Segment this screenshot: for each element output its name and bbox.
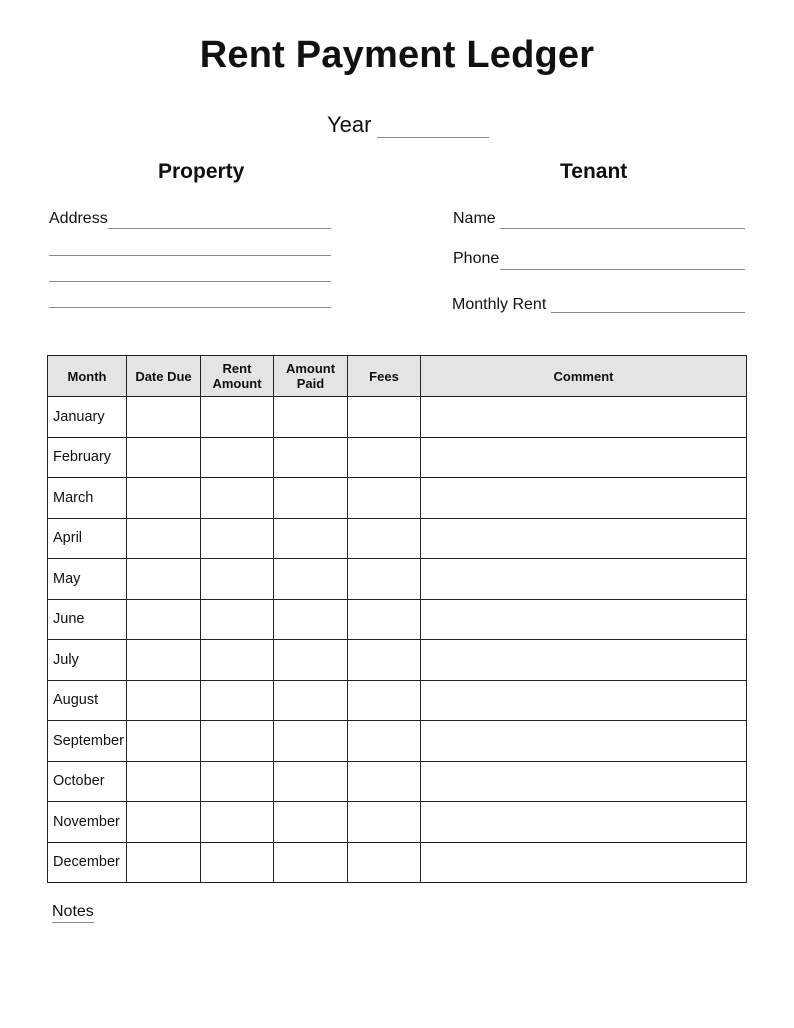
date-due-cell[interactable] (127, 397, 201, 438)
table-header-row (48, 356, 747, 397)
rent-amount-cell[interactable] (201, 842, 274, 883)
rent-amount-cell[interactable] (201, 599, 274, 640)
comment-cell[interactable] (421, 802, 747, 843)
date-due-cell[interactable] (127, 518, 201, 559)
document-title: Rent Payment Ledger (199, 34, 595, 76)
column-header-amount-paid: Amount Paid (274, 356, 348, 397)
table-row (48, 478, 747, 519)
date-due-cell[interactable] (127, 761, 201, 802)
column-header-comment: Comment (421, 356, 747, 397)
amount-paid-cell[interactable] (274, 599, 348, 640)
rent-amount-cell[interactable] (201, 397, 274, 438)
fees-cell[interactable] (348, 599, 421, 640)
rent-amount-cell[interactable] (201, 761, 274, 802)
monthly-rent-field[interactable] (551, 312, 745, 313)
date-due-cell[interactable] (127, 680, 201, 721)
month-cell: May (48, 559, 127, 600)
date-due-cell[interactable] (127, 721, 201, 762)
address-line-3[interactable] (49, 281, 331, 282)
comment-cell[interactable] (421, 842, 747, 883)
comment-cell[interactable] (421, 559, 747, 600)
month-cell: July (48, 640, 127, 681)
table-row (48, 761, 747, 802)
name-field[interactable] (500, 228, 745, 229)
month-cell: October (48, 761, 127, 802)
rent-amount-cell[interactable] (201, 518, 274, 559)
fees-cell[interactable] (348, 680, 421, 721)
notes-label: Notes (52, 903, 94, 923)
month-cell: June (48, 599, 127, 640)
monthly-rent-label: Monthly Rent (452, 296, 547, 313)
column-header-fees: Fees (348, 356, 421, 397)
amount-paid-cell[interactable] (274, 802, 348, 843)
amount-paid-cell[interactable] (274, 559, 348, 600)
comment-cell[interactable] (421, 599, 747, 640)
amount-paid-cell[interactable] (274, 680, 348, 721)
table-row (48, 721, 747, 762)
amount-paid-cell[interactable] (274, 842, 348, 883)
month-cell: March (48, 478, 127, 519)
property-heading: Property (158, 160, 245, 183)
year-label: Year (327, 112, 372, 137)
comment-cell[interactable] (421, 680, 747, 721)
column-header-date-due: Date Due (127, 356, 201, 397)
date-due-cell[interactable] (127, 478, 201, 519)
fees-cell[interactable] (348, 478, 421, 519)
phone-field[interactable] (500, 269, 745, 270)
amount-paid-cell[interactable] (274, 437, 348, 478)
table-row (48, 397, 747, 438)
table-row (48, 559, 747, 600)
fees-cell[interactable] (348, 518, 421, 559)
table-row (48, 802, 747, 843)
date-due-cell[interactable] (127, 437, 201, 478)
comment-cell[interactable] (421, 397, 747, 438)
table-row (48, 437, 747, 478)
amount-paid-cell[interactable] (274, 761, 348, 802)
address-line-2[interactable] (49, 255, 331, 256)
rent-amount-cell[interactable] (201, 640, 274, 681)
comment-cell[interactable] (421, 518, 747, 559)
month-cell: August (48, 680, 127, 721)
rent-amount-cell[interactable] (201, 478, 274, 519)
column-header-rent-amount: Rent Amount (201, 356, 274, 397)
comment-cell[interactable] (421, 640, 747, 681)
comment-cell[interactable] (421, 478, 747, 519)
name-label: Name (453, 210, 496, 227)
fees-cell[interactable] (348, 559, 421, 600)
rent-amount-cell[interactable] (201, 559, 274, 600)
date-due-cell[interactable] (127, 599, 201, 640)
table-row (48, 599, 747, 640)
fees-cell[interactable] (348, 802, 421, 843)
date-due-cell[interactable] (127, 640, 201, 681)
month-cell: January (48, 397, 127, 438)
date-due-cell[interactable] (127, 802, 201, 843)
table-row (48, 842, 747, 883)
table-row (48, 680, 747, 721)
year-field[interactable] (377, 137, 489, 138)
rent-ledger-table (47, 355, 747, 883)
phone-label: Phone (453, 250, 500, 267)
month-cell: February (48, 437, 127, 478)
tenant-heading: Tenant (560, 160, 628, 183)
amount-paid-cell[interactable] (274, 640, 348, 681)
rent-amount-cell[interactable] (201, 437, 274, 478)
month-cell: November (48, 802, 127, 843)
fees-cell[interactable] (348, 397, 421, 438)
month-cell: April (48, 518, 127, 559)
amount-paid-cell[interactable] (274, 721, 348, 762)
comment-cell[interactable] (421, 761, 747, 802)
fees-cell[interactable] (348, 437, 421, 478)
fees-cell[interactable] (348, 842, 421, 883)
fees-cell[interactable] (348, 761, 421, 802)
month-cell: September (48, 721, 127, 762)
amount-paid-cell[interactable] (274, 478, 348, 519)
address-line-1[interactable] (108, 228, 331, 229)
fees-cell[interactable] (348, 640, 421, 681)
rent-amount-cell[interactable] (201, 802, 274, 843)
date-due-cell[interactable] (127, 559, 201, 600)
rent-amount-cell[interactable] (201, 721, 274, 762)
fees-cell[interactable] (348, 721, 421, 762)
comment-cell[interactable] (421, 437, 747, 478)
column-header-month: Month (48, 356, 127, 397)
rent-amount-cell[interactable] (201, 680, 274, 721)
comment-cell[interactable] (421, 721, 747, 762)
date-due-cell[interactable] (127, 842, 201, 883)
month-cell: December (48, 842, 127, 883)
table-row (48, 518, 747, 559)
address-line-4[interactable] (49, 307, 331, 308)
amount-paid-cell[interactable] (274, 518, 348, 559)
amount-paid-cell[interactable] (274, 397, 348, 438)
address-label: Address (49, 210, 108, 227)
table-row (48, 640, 747, 681)
